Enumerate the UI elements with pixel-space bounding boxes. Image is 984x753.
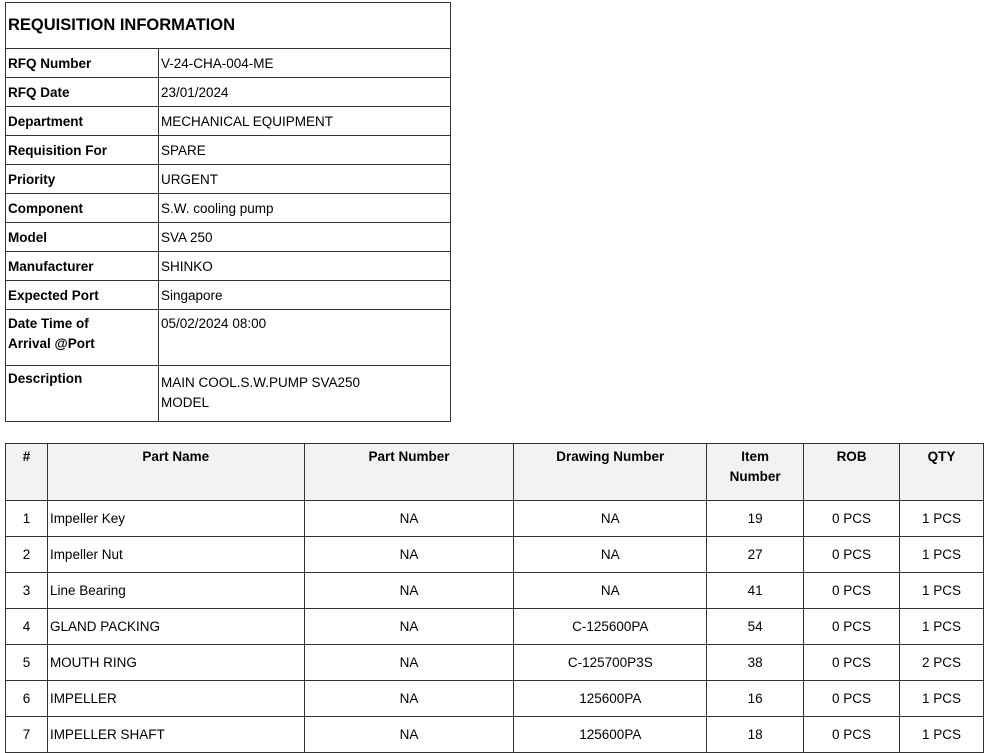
row-drawing-number: NA: [514, 573, 707, 609]
info-value: SPARE: [159, 136, 451, 165]
row-item-number: 41: [707, 573, 804, 609]
row-drawing-number: 125600PA: [514, 717, 707, 753]
row-part-number: NA: [304, 501, 514, 537]
header-drawing-number: Drawing Number: [514, 444, 707, 501]
header-item-number: [707, 444, 804, 501]
row-qty: 1 PCS: [900, 609, 984, 645]
header-part-name: Part Name: [47, 444, 304, 501]
info-row-requisition-for: [6, 136, 451, 165]
row-part-number: NA: [304, 573, 514, 609]
info-row-priority: [6, 165, 451, 194]
info-label: RFQ Date: [6, 78, 159, 107]
row-drawing-number: NA: [514, 501, 707, 537]
row-part-number: NA: [304, 609, 514, 645]
info-row-manufacturer: [6, 252, 451, 281]
table-row: [6, 537, 984, 573]
info-label: Manufacturer: [6, 252, 159, 281]
row-num: 1: [6, 501, 48, 537]
row-drawing-number: C-125600PA: [514, 609, 707, 645]
info-row-rfq-number: [6, 49, 451, 78]
row-qty: 2 PCS: [900, 645, 984, 681]
table-row: [6, 681, 984, 717]
row-drawing-number: 125600PA: [514, 681, 707, 717]
row-part-name: Impeller Key: [47, 501, 304, 537]
info-label: Department: [6, 107, 159, 136]
row-part-number: NA: [304, 645, 514, 681]
row-qty: 1 PCS: [900, 681, 984, 717]
row-item-number: 38: [707, 645, 804, 681]
row-num: 2: [6, 537, 48, 573]
info-label: Expected Port: [6, 281, 159, 310]
header-part-number: Part Number: [304, 444, 514, 501]
row-num: 5: [6, 645, 48, 681]
row-rob: 0 PCS: [804, 609, 900, 645]
row-part-number: NA: [304, 681, 514, 717]
info-label: Priority: [6, 165, 159, 194]
table-row: [6, 501, 984, 537]
info-label: RFQ Number: [6, 49, 159, 78]
row-qty: 1 PCS: [900, 501, 984, 537]
info-row-arrival: [6, 310, 451, 366]
info-value: SVA 250: [159, 223, 451, 252]
header-item-line2: Number: [729, 469, 781, 484]
parts-table: [5, 443, 984, 753]
requisition-info-table: [5, 2, 451, 422]
row-drawing-number: NA: [514, 537, 707, 573]
row-qty: 1 PCS: [900, 717, 984, 753]
info-label: Description: [6, 366, 159, 422]
info-row-rfq-date: [6, 78, 451, 107]
row-drawing-number: C-125700P3S: [514, 645, 707, 681]
info-label: Requisition For: [6, 136, 159, 165]
info-label: Model: [6, 223, 159, 252]
row-part-name: IMPELLER SHAFT: [47, 717, 304, 753]
table-row: [6, 717, 984, 753]
row-part-number: NA: [304, 537, 514, 573]
info-value: Singapore: [159, 281, 451, 310]
info-value: S.W. cooling pump: [159, 194, 451, 223]
info-value: [159, 366, 451, 422]
row-part-name: Impeller Nut: [47, 537, 304, 573]
info-row-model: [6, 223, 451, 252]
row-part-name: Line Bearing: [47, 573, 304, 609]
info-row-description: [6, 366, 451, 422]
row-rob: 0 PCS: [804, 645, 900, 681]
row-rob: 0 PCS: [804, 717, 900, 753]
info-value: MECHANICAL EQUIPMENT: [159, 107, 451, 136]
info-value: 23/01/2024: [159, 78, 451, 107]
info-label: [6, 310, 159, 366]
row-part-name: IMPELLER: [47, 681, 304, 717]
info-row-expected-port: [6, 281, 451, 310]
row-part-number: NA: [304, 717, 514, 753]
header-item-line1: Item: [741, 449, 770, 464]
row-num: 3: [6, 573, 48, 609]
info-row-component: [6, 194, 451, 223]
row-rob: 0 PCS: [804, 573, 900, 609]
row-num: 6: [6, 681, 48, 717]
table-row: [6, 645, 984, 681]
row-item-number: 54: [707, 609, 804, 645]
row-num: 4: [6, 609, 48, 645]
description-line2: MODEL: [161, 395, 210, 410]
row-item-number: 16: [707, 681, 804, 717]
row-item-number: 27: [707, 537, 804, 573]
info-value: SHINKO: [159, 252, 451, 281]
table-row: [6, 573, 984, 609]
info-label: Component: [6, 194, 159, 223]
requisition-title: REQUISITION INFORMATION: [6, 3, 451, 49]
arrival-label-line2: Arrival @Port: [8, 336, 95, 351]
row-rob: 0 PCS: [804, 501, 900, 537]
table-row: [6, 609, 984, 645]
info-row-department: [6, 107, 451, 136]
info-value: 05/02/2024 08:00: [159, 310, 451, 366]
header-rob: ROB: [804, 444, 900, 501]
row-rob: 0 PCS: [804, 681, 900, 717]
row-item-number: 18: [707, 717, 804, 753]
row-item-number: 19: [707, 501, 804, 537]
row-rob: 0 PCS: [804, 537, 900, 573]
info-value: V-24-CHA-004-ME: [159, 49, 451, 78]
row-part-name: MOUTH RING: [47, 645, 304, 681]
header-qty: QTY: [900, 444, 984, 501]
row-qty: 1 PCS: [900, 537, 984, 573]
row-num: 7: [6, 717, 48, 753]
parts-header-row: [6, 444, 984, 501]
header-num: #: [6, 444, 48, 501]
row-part-name: GLAND PACKING: [47, 609, 304, 645]
row-qty: 1 PCS: [900, 573, 984, 609]
info-value: URGENT: [159, 165, 451, 194]
arrival-label-line1: Date Time of: [8, 316, 89, 331]
description-line1: MAIN COOL.S.W.PUMP SVA250: [161, 375, 361, 390]
